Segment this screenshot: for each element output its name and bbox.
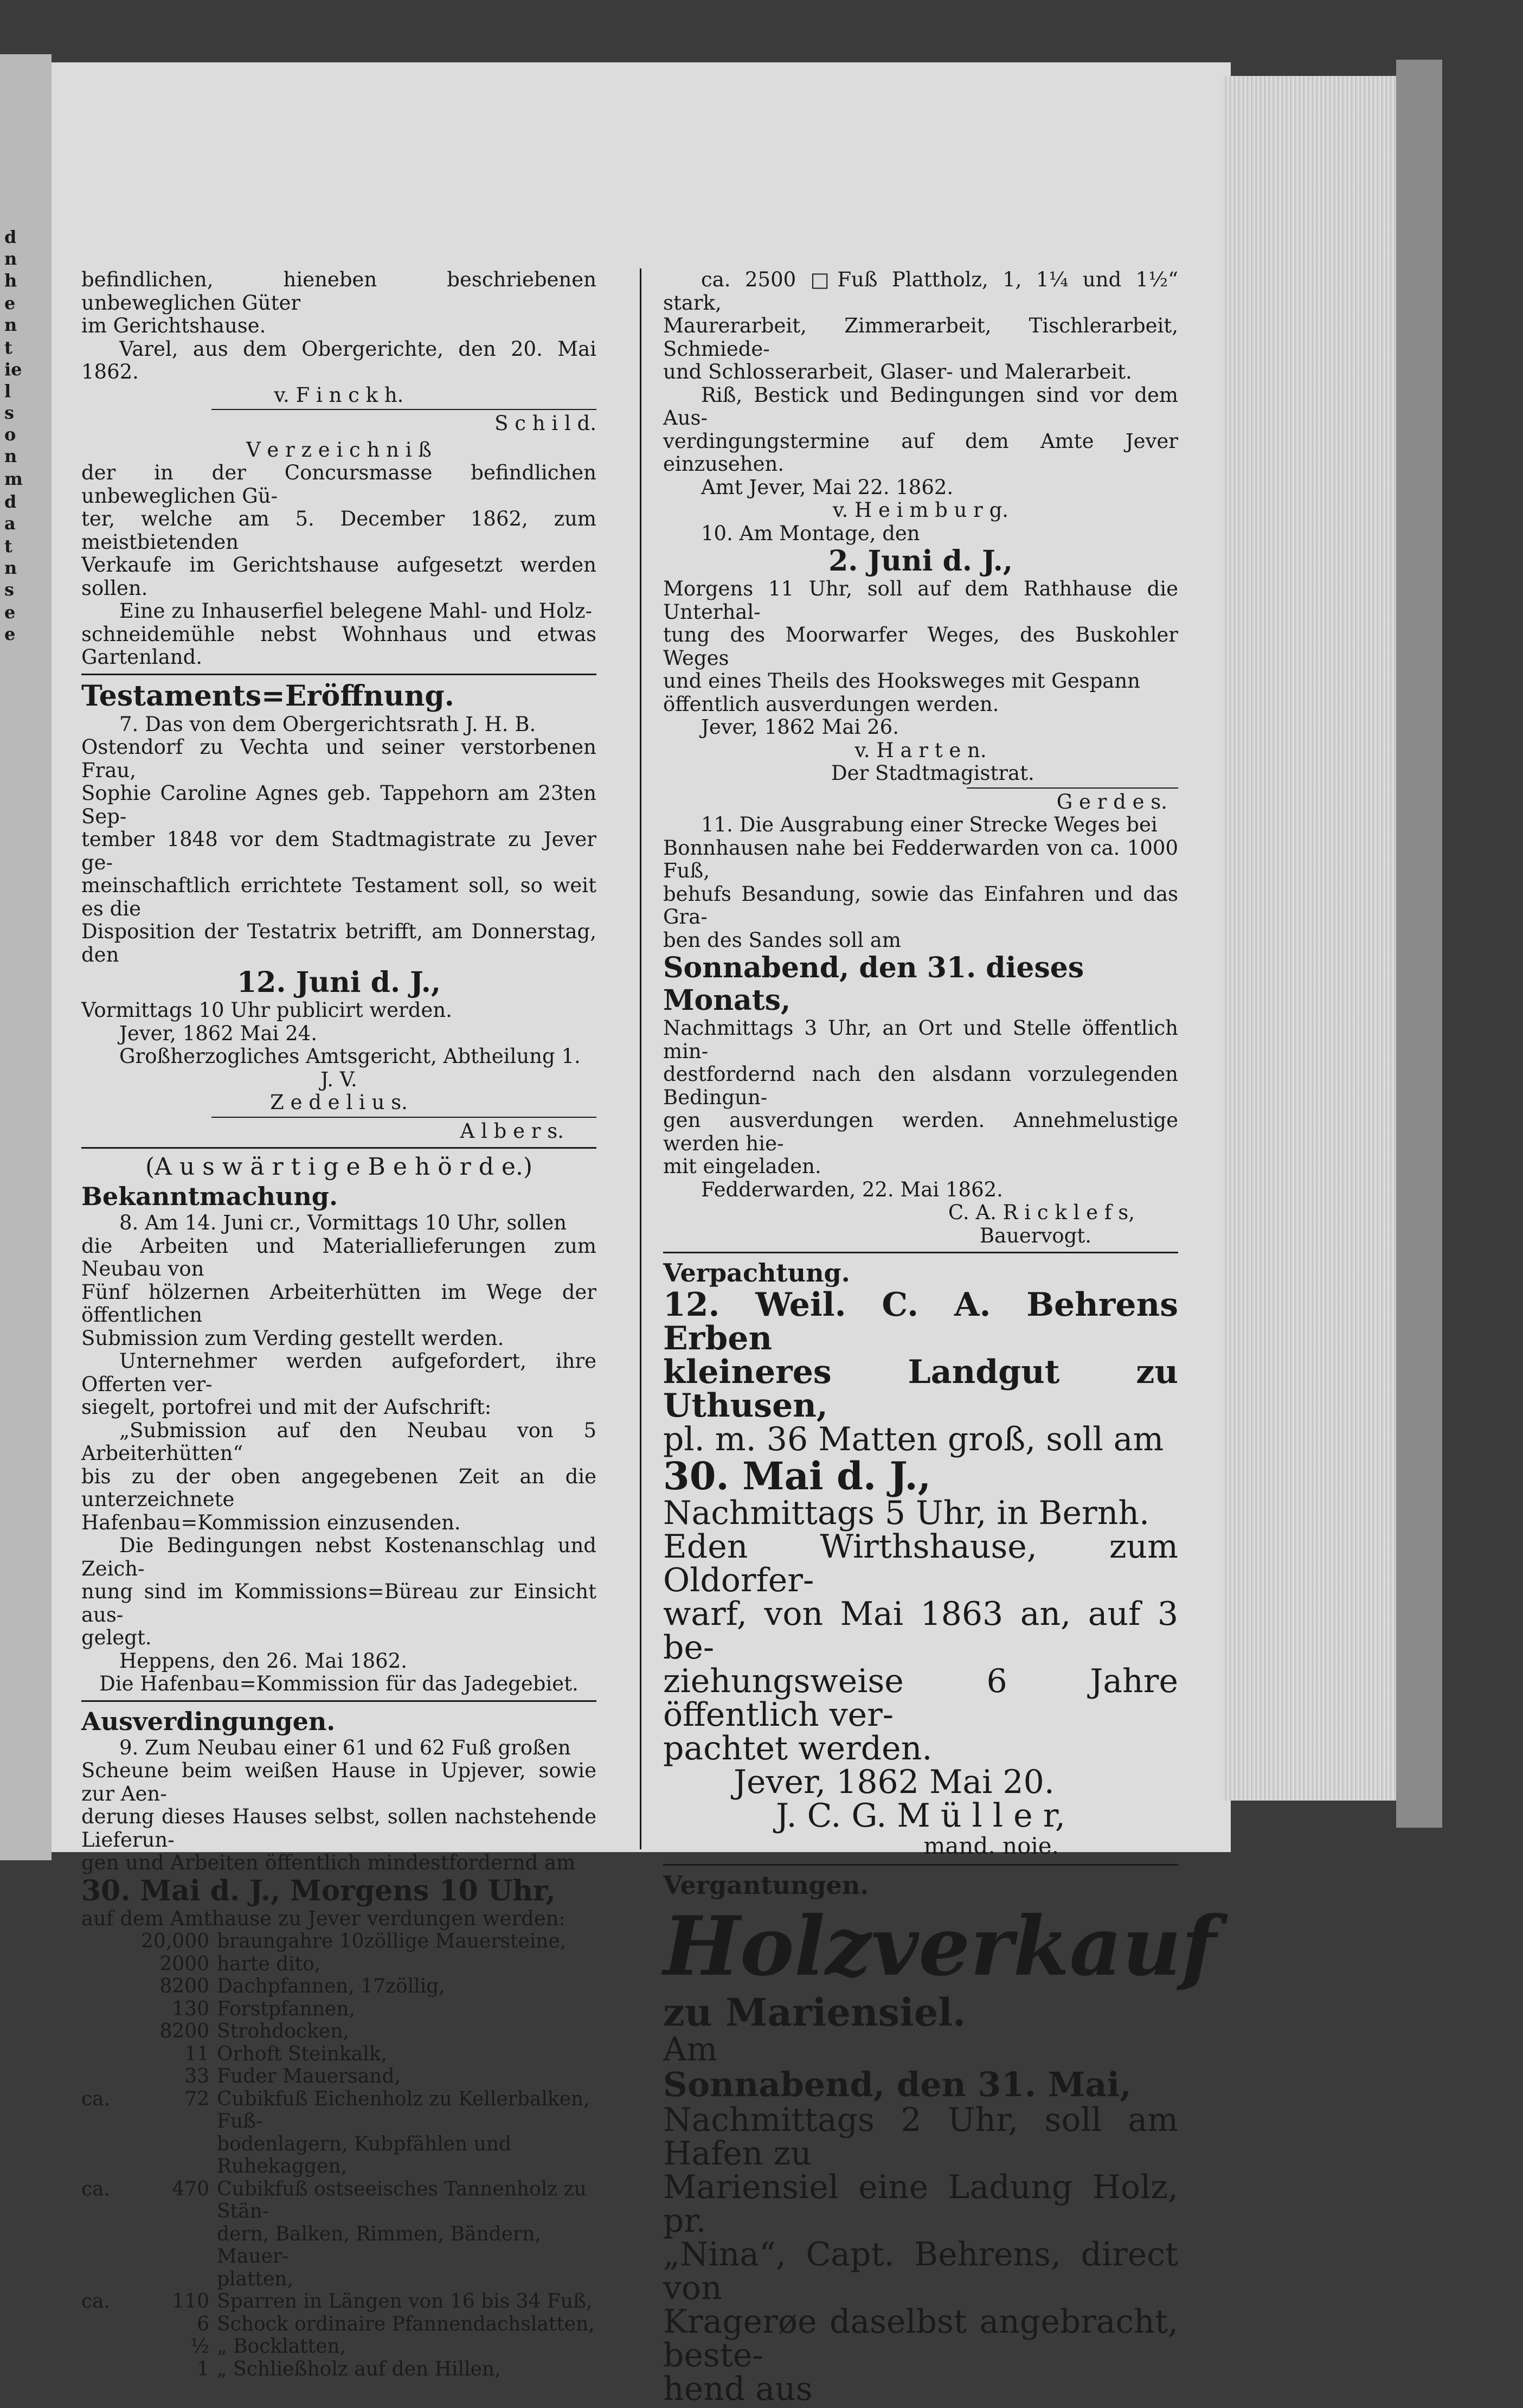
bekanntmachung-line: Unternehmer werden aufgefordert, ihre Offerten ver- [81,1349,596,1396]
item-11-line: Bonnhausen nahe bei Fedderwarden von ca. 1000 Fuß, [663,836,1178,882]
bekanntmachung-line: Die Bedingungen nebst Kostenanschlag und Zeich- [81,1534,596,1580]
table-cell: 8200 [159,1975,209,1997]
holzverkauf-heading: Holzverkauf [663,1899,1217,1994]
testament-line: tember 1848 vor dem Stadtmagistrate zu Jever ge- [81,828,596,874]
signature: Bauervogt. [979,1224,1091,1247]
table-cell: 130 [172,1997,209,2020]
edge-fragment: d [4,491,17,512]
bekanntmachung-line: Hafenbau=Kommission einzusenden. [81,1510,461,1534]
table-cell: Cubikfuß ostseeisches Tannenholz zu Stän- [217,2178,587,2223]
table-cell: ½ [190,2335,209,2358]
signature: v. F i n c k h. [274,383,404,407]
table-cell: 72 [184,2087,209,2110]
verpachtung-line: kleineres Landgut zu Uthusen, [663,1353,1178,1425]
verzeichnis-line: schneidemühle nebst Wohnhaus und etwas Gartenland. [81,622,596,669]
bekanntmachung-line: bis zu der oben angegebenen Zeit an die unterzeichnete [81,1464,596,1511]
testament-heading: Testaments=Eröffnung. [81,679,454,713]
item-11-date: Sonnabend, den 31. dieses Monats, [663,951,1084,1017]
table-cell: 470 [172,2178,209,2200]
item-11-line: Fedderwarden, 22. Mai 1862. [701,1177,1003,1201]
bekanntmachung-line: nung sind im Kommissions=Büreau zur Einsicht aus- [81,1580,596,1626]
testament-line: Vormittags 10 Uhr publicirt werden. [81,998,452,1022]
holzverkauf-line: Am [663,2031,718,2068]
testament-date: 12. Juni d. J., [237,966,441,999]
table-cell: Dachpfannen, 17zöllig, [217,1975,445,1997]
continued-line: Amt Jever, Mai 22. 1862. [701,475,954,499]
holzverkauf-line: Nachmittags 2 Uhr, soll am Hafen zu [663,2101,1178,2173]
edge-fragment: d [4,227,17,247]
testament-line: Disposition der Testatrix betrifft, am Donnerstag, den [81,920,596,966]
holzverkauf-line: Mariensiel eine Ladung Holz, pr. [663,2168,1178,2240]
table-cell: Schock ordinaire Pfannendachslatten, [217,2313,595,2335]
verzeichnis-title: V e r z e i c h n i ß [246,438,432,462]
table-cell: 33 [184,2065,209,2087]
ausverdingungen-date: 30. Mai d. J., Morgens 10 Uhr, [81,1874,556,1907]
edge-fragment: s [4,579,15,600]
left-page-edge [0,54,52,1860]
holzverkauf-date: Sonnabend, den 31. Mai, [663,2065,1132,2104]
table-cell: ca. [81,2087,111,2110]
bekanntmachung-heading: Bekanntmachung. [81,1182,338,1211]
table-cell [81,1930,136,1953]
ausverdingungen-line: 9. Zum Neubau einer 61 und 62 Fuß großen [119,1735,571,1759]
bekanntmachung-line: gelegt. [81,1626,152,1649]
testament-line: Ostendorf zu Vechta und seiner verstorbenen Frau, [81,735,596,782]
bekanntmachung-line: Submission zum Verding gestellt werden. [81,1326,504,1350]
edge-fragment: t [4,337,12,358]
right-column [663,268,1217,2408]
testament-line: Sophie Caroline Agnes geb. Tappehorn am 23ten Sep- [81,782,596,828]
table-cell [81,1953,136,1976]
table-cell: Forstpfannen, [217,1997,355,2020]
table-cell [81,2043,136,2066]
table-cell [81,1998,136,2021]
verzeichnis-line: ter, welche am 5. December 1862, zum meistbietenden [81,507,596,554]
vergantungen-heading: Vergantungen. [663,1871,869,1900]
continued-line: Riß, Bestick und Bedingungen sind vor dem Aus- [663,383,1178,430]
verzeichnis-line: Verkaufe im Gerichtshause aufgesetzt werden sollen. [81,553,596,600]
edge-fragment: h [4,270,17,291]
testament-line: 7. Das von dem Obergerichtsrath J. H. B. [119,712,536,736]
column-divider [640,268,641,1849]
table-cell: dern, Balken, Rimmen, Bändern, Mauer- [217,2223,541,2268]
table-cell: Strohdocken, [217,2020,349,2042]
table-cell: 2000 [159,1952,209,1975]
table-cell [81,2335,136,2358]
verpachtung-line: Jever, 1862 Mai 20. [734,1763,1055,1801]
newspaper-page [52,62,1231,2408]
table-cell: 110 [172,2290,209,2313]
item-11-line: behufs Besandung, sowie das Einfahren und das Gra- [663,882,1178,928]
signature: A l b e r s. [460,1119,564,1143]
table-cell: „ Bocklatten, [217,2335,346,2358]
item-10-intro: 10. Am Montage, den [701,521,920,545]
holzverkauf-subheading: zu Mariensiel. [663,1990,966,2035]
edge-fragment: l [4,381,11,401]
item-10-line: öffentlich ausverdungen werden. [663,692,999,716]
edge-fragment: m [4,469,23,489]
signature: Der Stadtmagistrat. [831,761,1034,785]
table-cell: Orhoft Steinkalk, [217,2042,387,2065]
table-cell [136,2268,217,2291]
edge-fragment: o [4,424,16,445]
bekanntmachung-line: Die Hafenbau=Kommission für das Jadegebiet. [99,1672,579,1695]
item-11-line: gen ausverdungen werden. Annehmelustige werden hie- [663,1109,1178,1155]
testament-line: meinschaftlich errichtete Testament soll, so weit es die [81,874,596,920]
continued-line: ca. 2500 □Fuß Plattholz, 1, 1¼ und 1½“ stark, [663,268,1178,315]
item-11-line: mit eingeladen. [663,1155,821,1178]
item-10-line: Jever, 1862 Mai 26. [701,715,899,739]
edge-fragment: e [4,293,16,313]
signature: G e r d e s. [1056,790,1167,814]
item-10-line: Morgens 11 Uhr, soll auf dem Rathhause die Unterhal- [663,577,1178,624]
ausverdingungen-line: auf dem Amthause zu Jever verdungen werden: [81,1906,566,1930]
item-11-line: destfordernd nach den alsdann vorzulegenden Bedingun- [663,1062,1178,1109]
ausverdingungen-line: derung dieses Hauses selbst, sollen nachstehende Lieferun- [81,1805,596,1852]
ausverdingungen-line: Scheune beim weißen Hause in Upjever, sowie zur Aen- [81,1759,596,1805]
table-cell [136,2133,217,2178]
verpachtung-line: pl. m. 36 Matten groß, soll am [663,1420,1164,1458]
table-cell [81,2358,136,2381]
item-11-line: ben des Sandes soll am [663,928,901,952]
bekanntmachung-line: siegelt, portofrei und mit der Aufschrift: [81,1395,492,1419]
ausverdingungen-line: gen und Arbeiten öffentlich mindestfordernd am [81,1851,576,1874]
table-cell: ca. [81,2290,111,2313]
continued-line: Maurerarbeit, Zimmerarbeit, Tischlerarbeit, Schmiede- [663,314,1178,361]
verpachtung-heading: Verpachtung. [663,1258,850,1288]
table-cell [81,2268,136,2291]
bekanntmachung-line: „Submission auf den Neubau von 5 Arbeiterhütten“ [81,1418,596,1465]
table-cell: 20,000 [141,1930,209,1952]
edge-fragment: n [4,558,17,578]
signature: C. A. R i c k l e f s, [948,1201,1135,1224]
signature-rule [967,787,1178,789]
table-cell [136,2223,217,2268]
bekanntmachung-line: 8. Am 14. Juni cr., Vormittags 10 Uhr, sollen [119,1211,567,1234]
edge-fragment: e [4,624,16,644]
table-cell: Fuder Mauersand, [217,2065,401,2087]
signature: v. H a r t e n. [854,738,987,762]
table-cell: platten, [217,2268,293,2290]
signature: v. H e i m b u r g. [832,498,1009,522]
table-cell: 6 [197,2313,209,2335]
verzeichnis-line: der in der Concursmasse befindlichen unbeweglichen Gü- [81,461,596,508]
holzverkauf-line: hend aus [663,2370,813,2408]
signature: mand. noie. [923,1833,1059,1859]
book-cover [1396,60,1442,1828]
auswaertige-heading: (A u s w ä r t i g e B e h ö r d e.) [145,1153,533,1181]
edge-fragment: n [4,248,17,269]
edge-fragment: n [4,446,17,466]
table-cell: „ Schließholz auf den Hillen, [217,2358,501,2380]
table-cell [81,2313,136,2336]
edge-fragment: a [4,513,16,534]
section-rule [663,1252,1178,1253]
verpachtung-line: Nachmittags 5 Uhr, in Bernh. [663,1494,1150,1532]
intro-line: im Gerichtshause. [81,314,266,337]
signature: S c h i l d. [494,412,596,435]
table-cell: braungahre 10zöllige Mauersteine, [217,1930,567,1952]
table-cell [81,2065,136,2088]
table-cell: 1 [197,2358,209,2380]
item-10-date: 2. Juni d. J., [828,545,1013,578]
continued-line: und Schlosserarbeit, Glaser- und Malerarbeit. [663,360,1132,383]
section-rule [81,1700,596,1702]
edge-fragment: e [4,602,16,623]
table-cell: 8200 [159,2020,209,2042]
materials-table [81,1930,596,2380]
ausverdingungen-heading: Ausverdingungen. [81,1706,336,1736]
verpachtung-line: ziehungsweise 6 Jahre öffentlich ver- [663,1662,1178,1734]
bekanntmachung-line: Heppens, den 26. Mai 1862. [119,1649,408,1673]
edge-fragment: n [4,315,17,335]
table-cell: harte dito, [217,1952,321,1975]
intro-line: befindlichen, hieneben beschriebenen unbeweglichen Güter [81,268,596,315]
signature: Z e d e l i u s. [270,1091,408,1114]
table-cell: Cubikfuß Eichenholz zu Kellerbalken, Fuß- [217,2087,590,2132]
holzverkauf-line: „Nina“, Capt. Behrens, direct von [663,2236,1178,2307]
table-cell: 11 [184,2042,209,2065]
item-11-line: 11. Die Ausgrabung einer Strecke Weges bei [701,813,1158,836]
edge-fragment: ie [4,359,22,380]
signature: J. C. G. M ü l l e r, [776,1797,1065,1835]
table-cell [81,2133,136,2178]
verzeichnis-line: Eine zu Inhauserfiel belegene Mahl- und Holz- [119,599,593,623]
testament-line: Jever, 1862 Mai 24. [119,1021,317,1045]
table-cell: Sparren in Längen von 16 bis 34 Fuß, [217,2290,593,2313]
table-cell [81,2223,136,2268]
signature-rule [211,1117,596,1118]
bekanntmachung-line: die Arbeiten und Materiallieferungen zum Neubau von [81,1234,596,1280]
continued-line: verdingungstermine auf dem Amte Jever einzusehen. [663,429,1178,476]
table-cell: bodenlagern, Kubpfählen und Ruhekaggen, [217,2132,512,2178]
page-stack-edge [1223,76,1396,1801]
left-column [81,268,596,2380]
verpachtung-date: 30. Mai d. J., [663,1453,931,1498]
section-rule [81,1147,596,1149]
table-cell [81,2020,136,2043]
section-rule [663,1864,1178,1866]
verpachtung-line: warf, von Mai 1863 an, auf 3 be- [663,1595,1178,1667]
verpachtung-line: 12. Weil. C. A. Behrens Erben [663,1286,1178,1357]
edge-fragment: t [4,536,12,556]
item-11-line: Nachmittags 3 Uhr, an Ort und Stelle öffentlich min- [663,1016,1178,1063]
verpachtung-line: pachtet werden. [663,1730,933,1767]
table-cell [81,1975,136,1998]
verpachtung-line: Eden Wirthshause, zum Oldorfer- [663,1528,1178,1599]
holzverkauf-line: Kragerøe daselbst angebracht, beste- [663,2303,1178,2374]
testament-line: J. V. [320,1067,357,1091]
testament-line: Großherzogliches Amtsgericht, Abtheilung 1. [119,1045,581,1068]
item-10-line: tung des Moorwarfer Weges, des Buskohler Weges [663,623,1178,670]
signature-rule [211,409,596,410]
item-10-line: und eines Theils des Hooksweges mit Gespann [663,669,1140,693]
bekanntmachung-line: Fünf hölzernen Arbeiterhütten im Wege der öffentlichen [81,1280,596,1327]
intro-line: Varel, aus dem Obergerichte, den 20. Mai 1862. [81,337,596,383]
section-rule [81,674,596,675]
edge-fragment: s [4,402,15,423]
table-cell: ca. [81,2178,111,2200]
